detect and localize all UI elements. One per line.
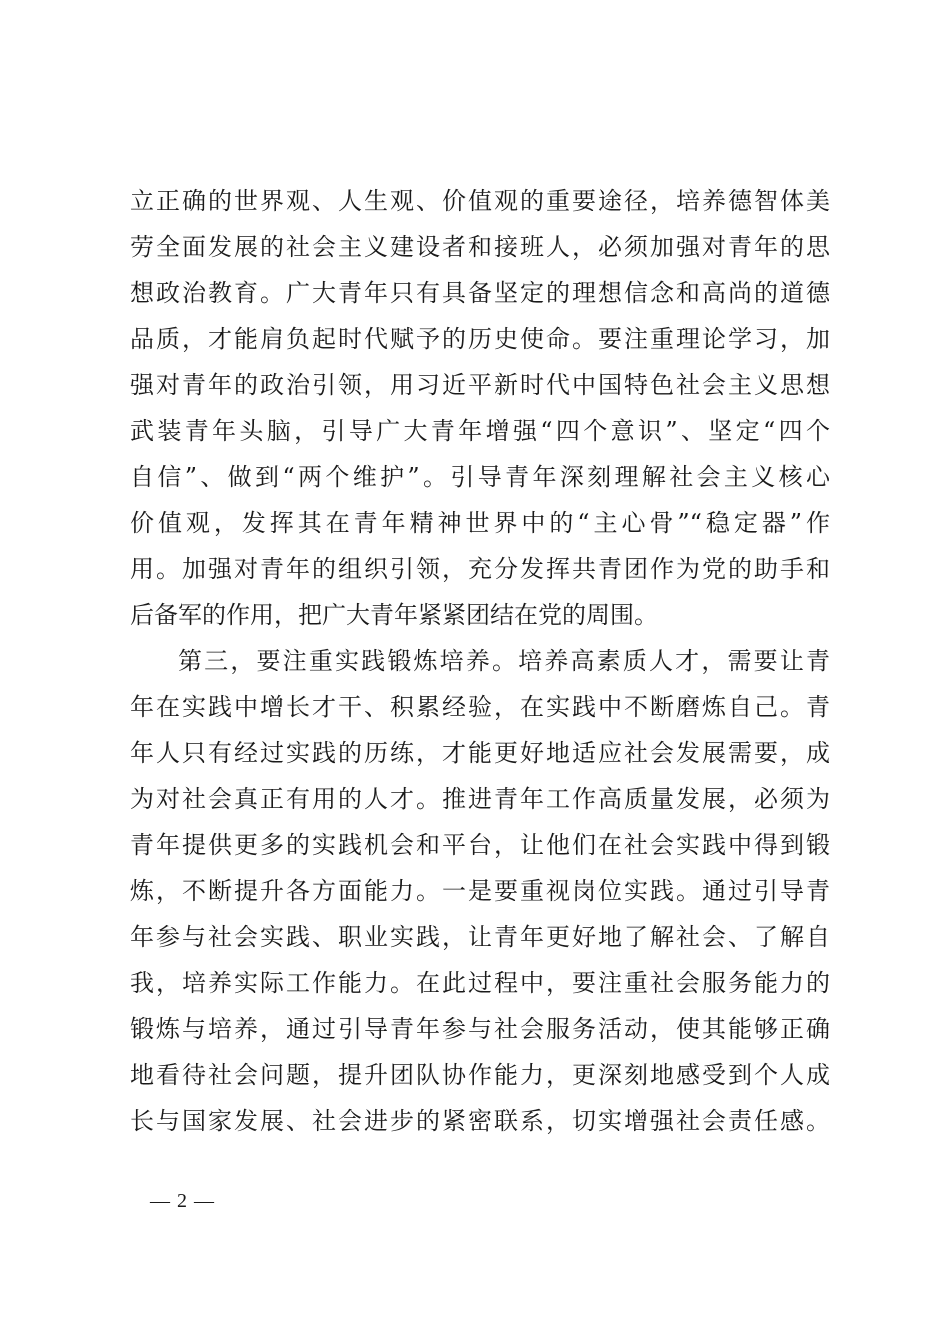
text-line: 用。加强对青年的组织引领，充分发挥共青团作为党的助手和	[130, 555, 830, 583]
text-line: 年参与社会实践、职业实践，让青年更好地了解社会、了解自	[130, 923, 830, 951]
text-line: 锻炼与培养，通过引导青年参与社会服务活动，使其能够正确	[130, 1015, 830, 1043]
text-line: 立正确的世界观、人生观、价值观的重要途径，培养德智体美	[130, 187, 830, 215]
text-line: 青年提供更多的实践机会和平台，让他们在社会实践中得到锻	[130, 831, 830, 859]
text-line: 劳全面发展的社会主义建设者和接班人，必须加强对青年的思	[130, 233, 830, 261]
page-number: — 2 —	[150, 1190, 215, 1212]
text-line: 品质，才能肩负起时代赋予的历史使命。要注重理论学习，加	[130, 325, 830, 353]
text-line: 第三，要注重实践锻炼培养。培养高素质人才，需要让青	[178, 647, 830, 675]
text-line: 价值观，发挥其在青年精神世界中的“主心骨”“稳定器”作	[130, 509, 830, 537]
text-line: 自信”、做到“两个维护”。引导青年深刻理解社会主义核心	[130, 463, 830, 491]
body-text	[130, 178, 830, 1144]
text-line: 强对青年的政治引领，用习近平新时代中国特色社会主义思想	[130, 371, 830, 399]
text-line: 为对社会真正有用的人才。推进青年工作高质量发展，必须为	[130, 785, 830, 813]
text-line: 年人只有经过实践的历练，才能更好地适应社会发展需要，成	[130, 739, 830, 767]
text-line: 年在实践中增长才干、积累经验，在实践中不断磨炼自己。青	[130, 693, 830, 721]
text-line: 想政治教育。广大青年只有具备坚定的理想信念和高尚的道德	[130, 279, 830, 307]
text-line: 我，培养实际工作能力。在此过程中，要注重社会服务能力的	[130, 969, 830, 997]
text-line: 后备军的作用，把广大青年紧紧团结在党的周围。	[130, 601, 658, 629]
text-line: 炼，不断提升各方面能力。一是要重视岗位实践。通过引导青	[130, 877, 830, 905]
text-line: 地看待社会问题，提升团队协作能力，更深刻地感受到个人成	[130, 1061, 830, 1089]
text-line: 武装青年头脑，引导广大青年增强“四个意识”、坚定“四个	[130, 417, 830, 445]
text-line: 长与国家发展、社会进步的紧密联系，切实增强社会责任感。	[130, 1107, 830, 1135]
